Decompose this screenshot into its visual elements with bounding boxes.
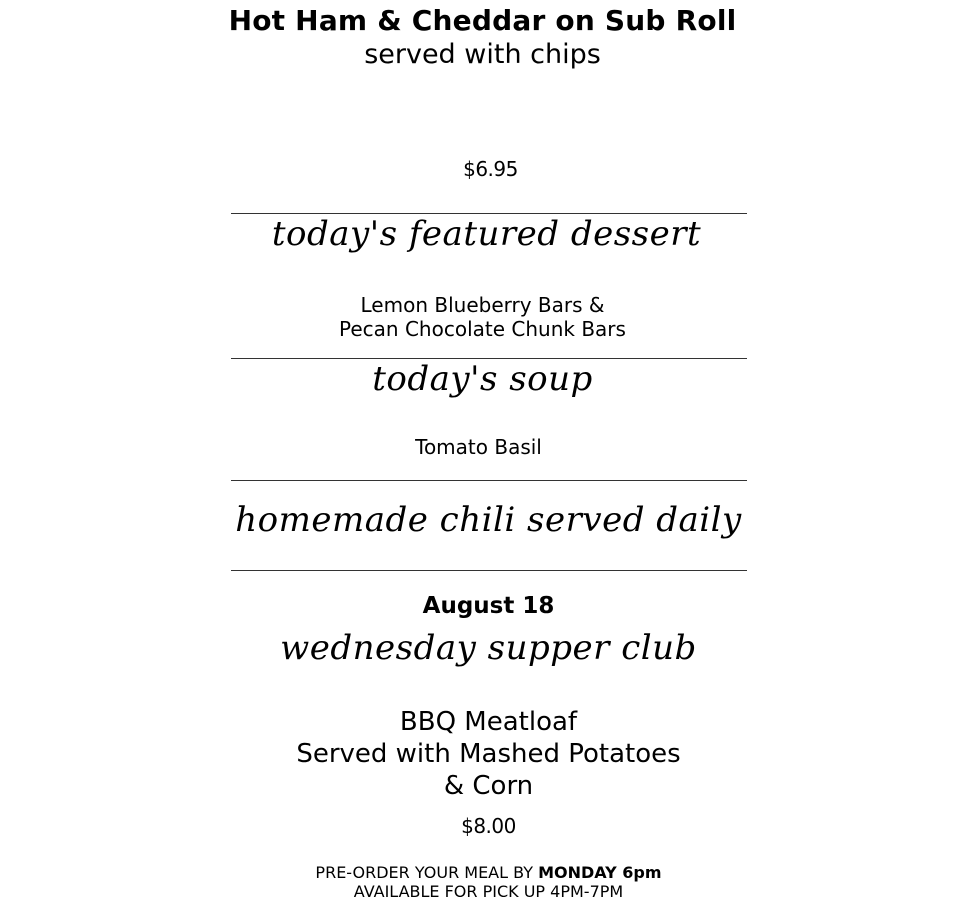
supper-line-3: & Corn <box>443 771 534 801</box>
dessert-line-1: Lemon Blueberry Bars & <box>360 293 605 317</box>
special-title: Hot Ham & Cheddar on Sub Roll <box>228 4 737 37</box>
dessert-heading: today's featured dessert <box>271 214 702 254</box>
supper-heading: wednesday supper club <box>280 628 697 668</box>
soup-item: Tomato Basil <box>415 435 542 459</box>
supper-line-1: BBQ Meatloaf <box>399 707 578 737</box>
pickup-note: AVAILABLE FOR PICK UP 4PM-7PM <box>353 882 624 901</box>
supper-price: $8.00 <box>461 814 516 838</box>
preorder-note <box>6 863 965 883</box>
special-subtitle: served with chips <box>364 39 601 70</box>
special-price: $6.95 <box>463 157 518 181</box>
divider <box>231 480 747 481</box>
supper-line-2: Served with Mashed Potatoes <box>296 739 681 769</box>
chili-heading: homemade chili served daily <box>235 500 742 540</box>
preorder-prefix: PRE-ORDER YOUR MEAL BY <box>315 863 539 882</box>
preorder-deadline: MONDAY 6pm <box>538 863 662 882</box>
dessert-line-2: Pecan Chocolate Chunk Bars <box>339 317 626 341</box>
supper-date: August 18 <box>422 593 555 619</box>
soup-heading: today's soup <box>372 359 593 399</box>
divider <box>231 570 747 571</box>
